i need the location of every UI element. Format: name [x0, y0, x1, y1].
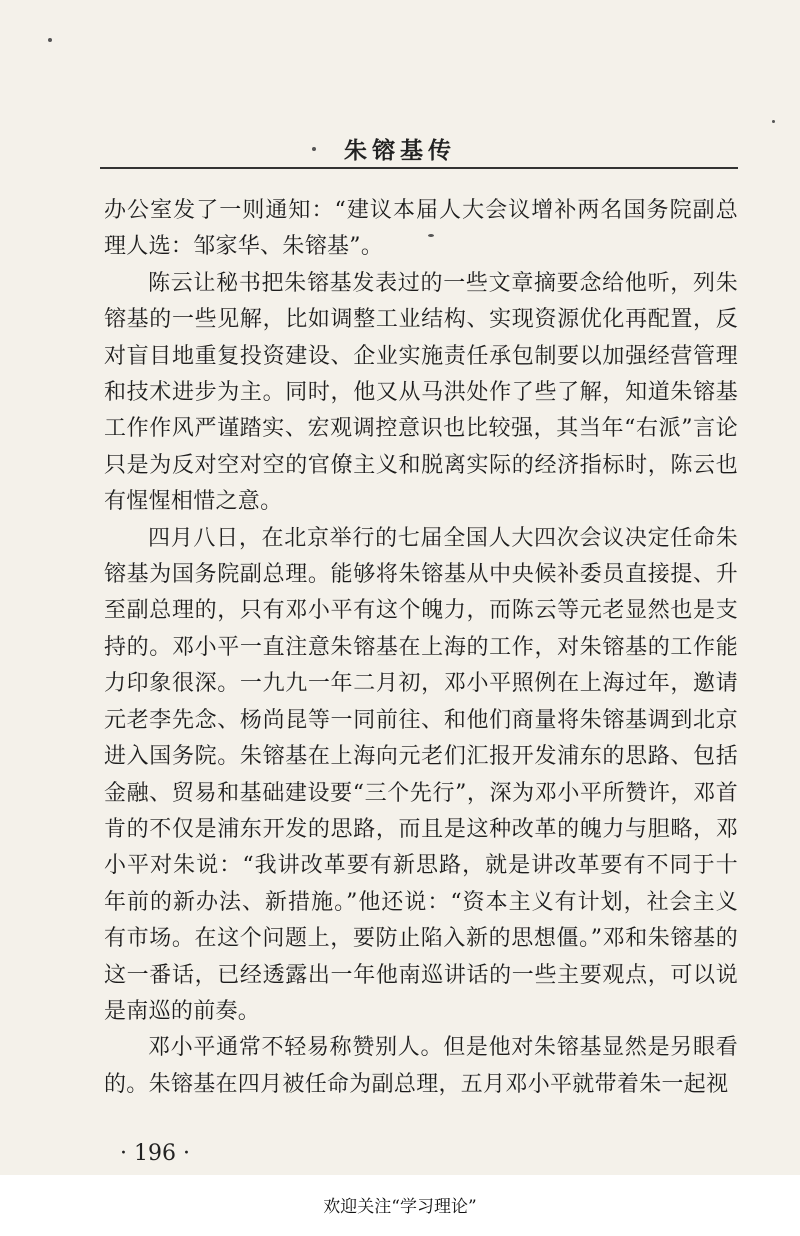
page-number: · 196 ·: [120, 1141, 190, 1166]
paragraph-1: 办公室发了一则通知：“建议本届人大会议增补两名国务院副总理人选：邹家华、朱镕基”。: [104, 198, 738, 260]
paragraph-3: 四月八日，在北京举行的七届全国人大四次会议决定任命朱镕基为国务院副总理。能够将朱镕基从中央候补委员直接提、升至副总理的，只有邓小平有这个魄力，而陈云等元老显然也是支持的。邓小平一直注意朱镕基在上海的工作，对朱镕基的工作能力印象很深。一九九一年二月初，邓小平照例在上海过年，邀请元老李先念、杨尚昆等一同前往、和他们商量将朱镕基调到北京进入国务院。朱镕基在上海向元老们汇报开发浦东的思路、包括金融、贸易和基础建设要“三个先行”，深为邓小平所赞许，邓首肯的不仅是浦东开发的思路，而且是这种改革的魄力与胆略，邓小平对朱说：“我讲改革要有新思路，就是讲改革要有不同于十年前的新办法、新措施。”他还说：“资本主义有计划，社会主义有市场。在这个问题上，要防止陷入新的思想僵。”邓和朱镕基的这一番话，已经透露出一年他南巡讲话的一些主要观点，可以说是南巡的前奏。: [104, 525, 738, 1024]
paragraph-2: 陈云让秘书把朱镕基发表过的一些文章摘要念给他听，列朱镕基的一些见解，比如调整工业结构、实现资源优化再配置，反对盲目地重复投资建设、企业实施责任承包制要以加强经营管理和技术进步为主。同时，他又从马洪处作了些了解，知道朱镕基工作作风严谨踏实、宏观调控意识也比较强，其当年“右派”言论只是为反对空对空的官僚主义和脱离实际的经济指标时，陈云也有惺惺相惜之意。: [104, 270, 738, 515]
scan-speck: [772, 120, 775, 123]
paragraph-4: 邓小平通常不轻易称赞别人。但是他对朱镕基显然是另眼看的。朱镕基在四月被任命为副总理，五月邓小平就带着朱一起视: [104, 1035, 738, 1097]
body-text: [104, 193, 738, 1103]
footer-caption: 欢迎关注“学习理论”: [323, 1197, 477, 1217]
header-rule: [100, 167, 738, 169]
running-header-title: 朱镕基传: [344, 137, 456, 164]
scan-speck: [48, 38, 52, 42]
